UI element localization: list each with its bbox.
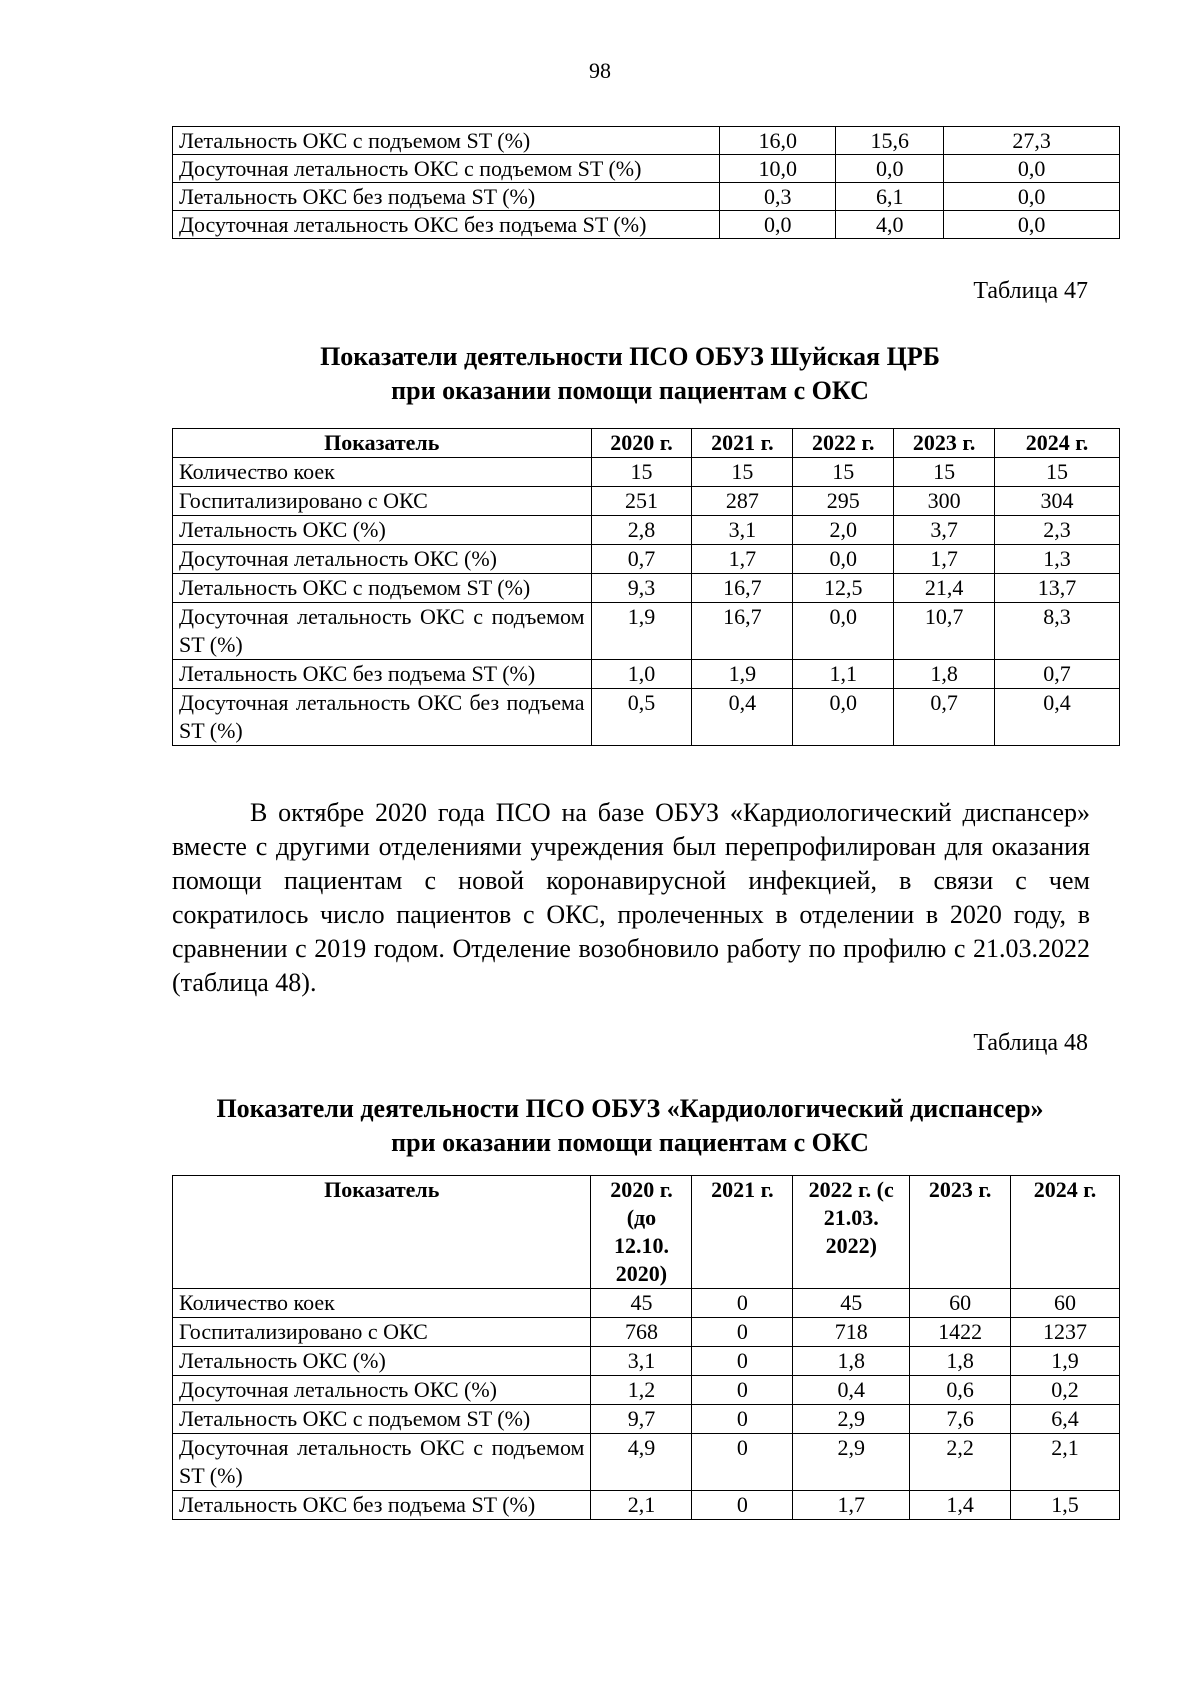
cell-value: 60: [910, 1289, 1011, 1318]
table-row: [173, 603, 1120, 660]
cell-value: 2,2: [910, 1434, 1011, 1491]
cell-value: 4,0: [836, 211, 944, 239]
cell-value: 768: [591, 1318, 692, 1347]
cell-value: 1,9: [591, 603, 692, 660]
cell-value: 0,7: [591, 545, 692, 574]
cell-value: 45: [793, 1289, 910, 1318]
row-label: Досуточная летальность ОКС с подъемом ST (%): [173, 155, 720, 183]
column-header-year: 2020 г.: [591, 429, 692, 458]
cell-value: 0: [692, 1434, 793, 1491]
cell-value: 15: [894, 458, 995, 487]
cell-value: 0,4: [692, 689, 793, 746]
cell-value: 27,3: [944, 127, 1120, 155]
cell-value: 1,5: [1011, 1491, 1120, 1520]
cell-value: 1,8: [910, 1347, 1011, 1376]
cell-value: 0,0: [793, 689, 894, 746]
cell-value: 10,7: [894, 603, 995, 660]
cell-value: 1,8: [793, 1347, 910, 1376]
table-row: [173, 574, 1120, 603]
column-header-year: 2021 г.: [692, 1176, 793, 1289]
cell-value: 6,4: [1011, 1405, 1120, 1434]
cell-value: 15: [591, 458, 692, 487]
cell-value: 0: [692, 1347, 793, 1376]
cell-value: 1,9: [1011, 1347, 1120, 1376]
table-row: [173, 1347, 1120, 1376]
cell-value: 0: [692, 1376, 793, 1405]
row-label: Количество коек: [173, 1289, 591, 1318]
cell-value: 0,0: [793, 545, 894, 574]
cell-value: 295: [793, 487, 894, 516]
table-row: [173, 155, 1120, 183]
table-48-label: Таблица 48: [973, 1030, 1088, 1056]
cell-value: 0,6: [910, 1376, 1011, 1405]
cell-value: 0,0: [944, 183, 1120, 211]
row-label: Летальность ОКС без подъема ST (%): [173, 183, 720, 211]
row-label: Досуточная летальность ОКС с подъемом ST (%): [173, 1434, 591, 1491]
table-47-title-line1: Показатели деятельности ПСО ОБУЗ Шуйская ЦРБ: [320, 342, 940, 371]
table-47: [172, 428, 1120, 746]
cell-value: 1,8: [894, 660, 995, 689]
table-47-label: Таблица 47: [973, 278, 1088, 304]
table-row: [173, 1289, 1120, 1318]
column-header-year: 2023 г.: [910, 1176, 1011, 1289]
cell-value: 0: [692, 1405, 793, 1434]
cell-value: 7,6: [910, 1405, 1011, 1434]
cell-value: 2,1: [1011, 1434, 1120, 1491]
column-header-year: 2024 г.: [1011, 1176, 1120, 1289]
cell-value: 15: [692, 458, 793, 487]
cell-value: 0,0: [944, 155, 1120, 183]
table-row: [173, 516, 1120, 545]
cell-value: 2,8: [591, 516, 692, 545]
column-header-year: 2023 г.: [894, 429, 995, 458]
cell-value: 21,4: [894, 574, 995, 603]
cell-value: 1,1: [793, 660, 894, 689]
cell-value: 251: [591, 487, 692, 516]
row-label: Госпитализировано с ОКС: [173, 1318, 591, 1347]
cell-value: 718: [793, 1318, 910, 1347]
cell-value: 0,4: [995, 689, 1120, 746]
table-row: [173, 458, 1120, 487]
cell-value: 45: [591, 1289, 692, 1318]
cell-value: 0,0: [793, 603, 894, 660]
table-row: [173, 660, 1120, 689]
column-header-indicator: Показатель: [173, 1176, 591, 1289]
cell-value: 287: [692, 487, 793, 516]
row-label: Летальность ОКС без подъема ST (%): [173, 1491, 591, 1520]
table-48-title: [0, 1092, 1200, 1160]
row-label: Летальность ОКС с подъемом ST (%): [173, 1405, 591, 1434]
row-label: Госпитализировано с ОКС: [173, 487, 592, 516]
row-label: Досуточная летальность ОКС (%): [173, 1376, 591, 1405]
cell-value: 1,3: [995, 545, 1120, 574]
cell-value: 4,9: [591, 1434, 692, 1491]
cell-value: 0,0: [836, 155, 944, 183]
table-row: [173, 127, 1120, 155]
row-label: Досуточная летальность ОКС без подъема ST (%): [173, 211, 720, 239]
cell-value: 12,5: [793, 574, 894, 603]
page-number: 98: [589, 58, 611, 83]
cell-value: 3,7: [894, 516, 995, 545]
cell-value: 1,4: [910, 1491, 1011, 1520]
table-row: [173, 1318, 1120, 1347]
cell-value: 0,7: [894, 689, 995, 746]
row-label: Досуточная летальность ОКС с подъемом ST (%): [173, 603, 592, 660]
cell-value: 8,3: [995, 603, 1120, 660]
column-header-year: 2022 г. (с 21.03. 2022): [793, 1176, 910, 1289]
row-label: Количество коек: [173, 458, 592, 487]
table-row: [173, 1491, 1120, 1520]
table-48-title-line1: Показатели деятельности ПСО ОБУЗ «Кардиологический диспансер»: [216, 1094, 1044, 1123]
cell-value: 0: [692, 1318, 793, 1347]
table-row: [173, 183, 1120, 211]
row-label: Летальность ОКС с подъемом ST (%): [173, 574, 592, 603]
table-47-title-line2: при оказании помощи пациентам с ОКС: [391, 376, 869, 405]
table-row: [173, 1434, 1120, 1491]
cell-value: 2,0: [793, 516, 894, 545]
row-label: Досуточная летальность ОКС без подъема ST (%): [173, 689, 592, 746]
column-header-year: 2020 г. (до 12.10. 2020): [591, 1176, 692, 1289]
cell-value: 1,2: [591, 1376, 692, 1405]
table-row: [173, 545, 1120, 574]
table-previous-continuation: [172, 126, 1120, 239]
cell-value: 2,1: [591, 1491, 692, 1520]
cell-value: 1422: [910, 1318, 1011, 1347]
cell-value: 2,9: [793, 1434, 910, 1491]
cell-value: 15: [793, 458, 894, 487]
table-47-title: [0, 340, 1200, 408]
cell-value: 1,7: [894, 545, 995, 574]
cell-value: 304: [995, 487, 1120, 516]
cell-value: 0,4: [793, 1376, 910, 1405]
table-row: [173, 1405, 1120, 1434]
cell-value: 1,9: [692, 660, 793, 689]
cell-value: 0: [692, 1289, 793, 1318]
cell-value: 16,7: [692, 574, 793, 603]
cell-value: 2,3: [995, 516, 1120, 545]
cell-value: 1,0: [591, 660, 692, 689]
cell-value: 60: [1011, 1289, 1120, 1318]
cell-value: 1237: [1011, 1318, 1120, 1347]
cell-value: 9,3: [591, 574, 692, 603]
row-label: Летальность ОКС (%): [173, 1347, 591, 1376]
table-row: [173, 1376, 1120, 1405]
cell-value: 15: [995, 458, 1120, 487]
column-header-year: 2024 г.: [995, 429, 1120, 458]
row-label: Летальность ОКС (%): [173, 516, 592, 545]
cell-value: 0,0: [720, 211, 836, 239]
cell-value: 16,7: [692, 603, 793, 660]
cell-value: 0,3: [720, 183, 836, 211]
column-header-year: 2021 г.: [692, 429, 793, 458]
cell-value: 0,7: [995, 660, 1120, 689]
cell-value: 2,9: [793, 1405, 910, 1434]
cell-value: 0,5: [591, 689, 692, 746]
cell-value: 13,7: [995, 574, 1120, 603]
table-row: [173, 211, 1120, 239]
table-48-title-line2: при оказании помощи пациентам с ОКС: [391, 1128, 869, 1157]
cell-value: 9,7: [591, 1405, 692, 1434]
cell-value: 0: [692, 1491, 793, 1520]
table-row: [173, 689, 1120, 746]
cell-value: 10,0: [720, 155, 836, 183]
body-paragraph: В октябре 2020 года ПСО на базе ОБУЗ «Кардиологический диспансер» вместе с другими отделениями учреждения был перепрофилирован для оказания помощи пациентам с новой коронавирусной инфекцией, в связи с чем сократилось число пациентов с ОКС, пролеченных в отделении в 2020 году, в сравнении с 2019 годом. Отделение возобновило работу по профилю с 21.03.2022 (таблица 48).: [172, 798, 1090, 997]
cell-value: 0,2: [1011, 1376, 1120, 1405]
cell-value: 0,0: [944, 211, 1120, 239]
cell-value: 3,1: [692, 516, 793, 545]
cell-value: 6,1: [836, 183, 944, 211]
table-48: [172, 1175, 1120, 1520]
column-header-year: 2022 г.: [793, 429, 894, 458]
cell-value: 15,6: [836, 127, 944, 155]
cell-value: 16,0: [720, 127, 836, 155]
row-label: Летальность ОКС без подъема ST (%): [173, 660, 592, 689]
cell-value: 3,1: [591, 1347, 692, 1376]
table-row: [173, 487, 1120, 516]
row-label: Летальность ОКС с подъемом ST (%): [173, 127, 720, 155]
row-label: Досуточная летальность ОКС (%): [173, 545, 592, 574]
column-header-indicator: Показатель: [173, 429, 592, 458]
cell-value: 1,7: [692, 545, 793, 574]
cell-value: 1,7: [793, 1491, 910, 1520]
cell-value: 300: [894, 487, 995, 516]
